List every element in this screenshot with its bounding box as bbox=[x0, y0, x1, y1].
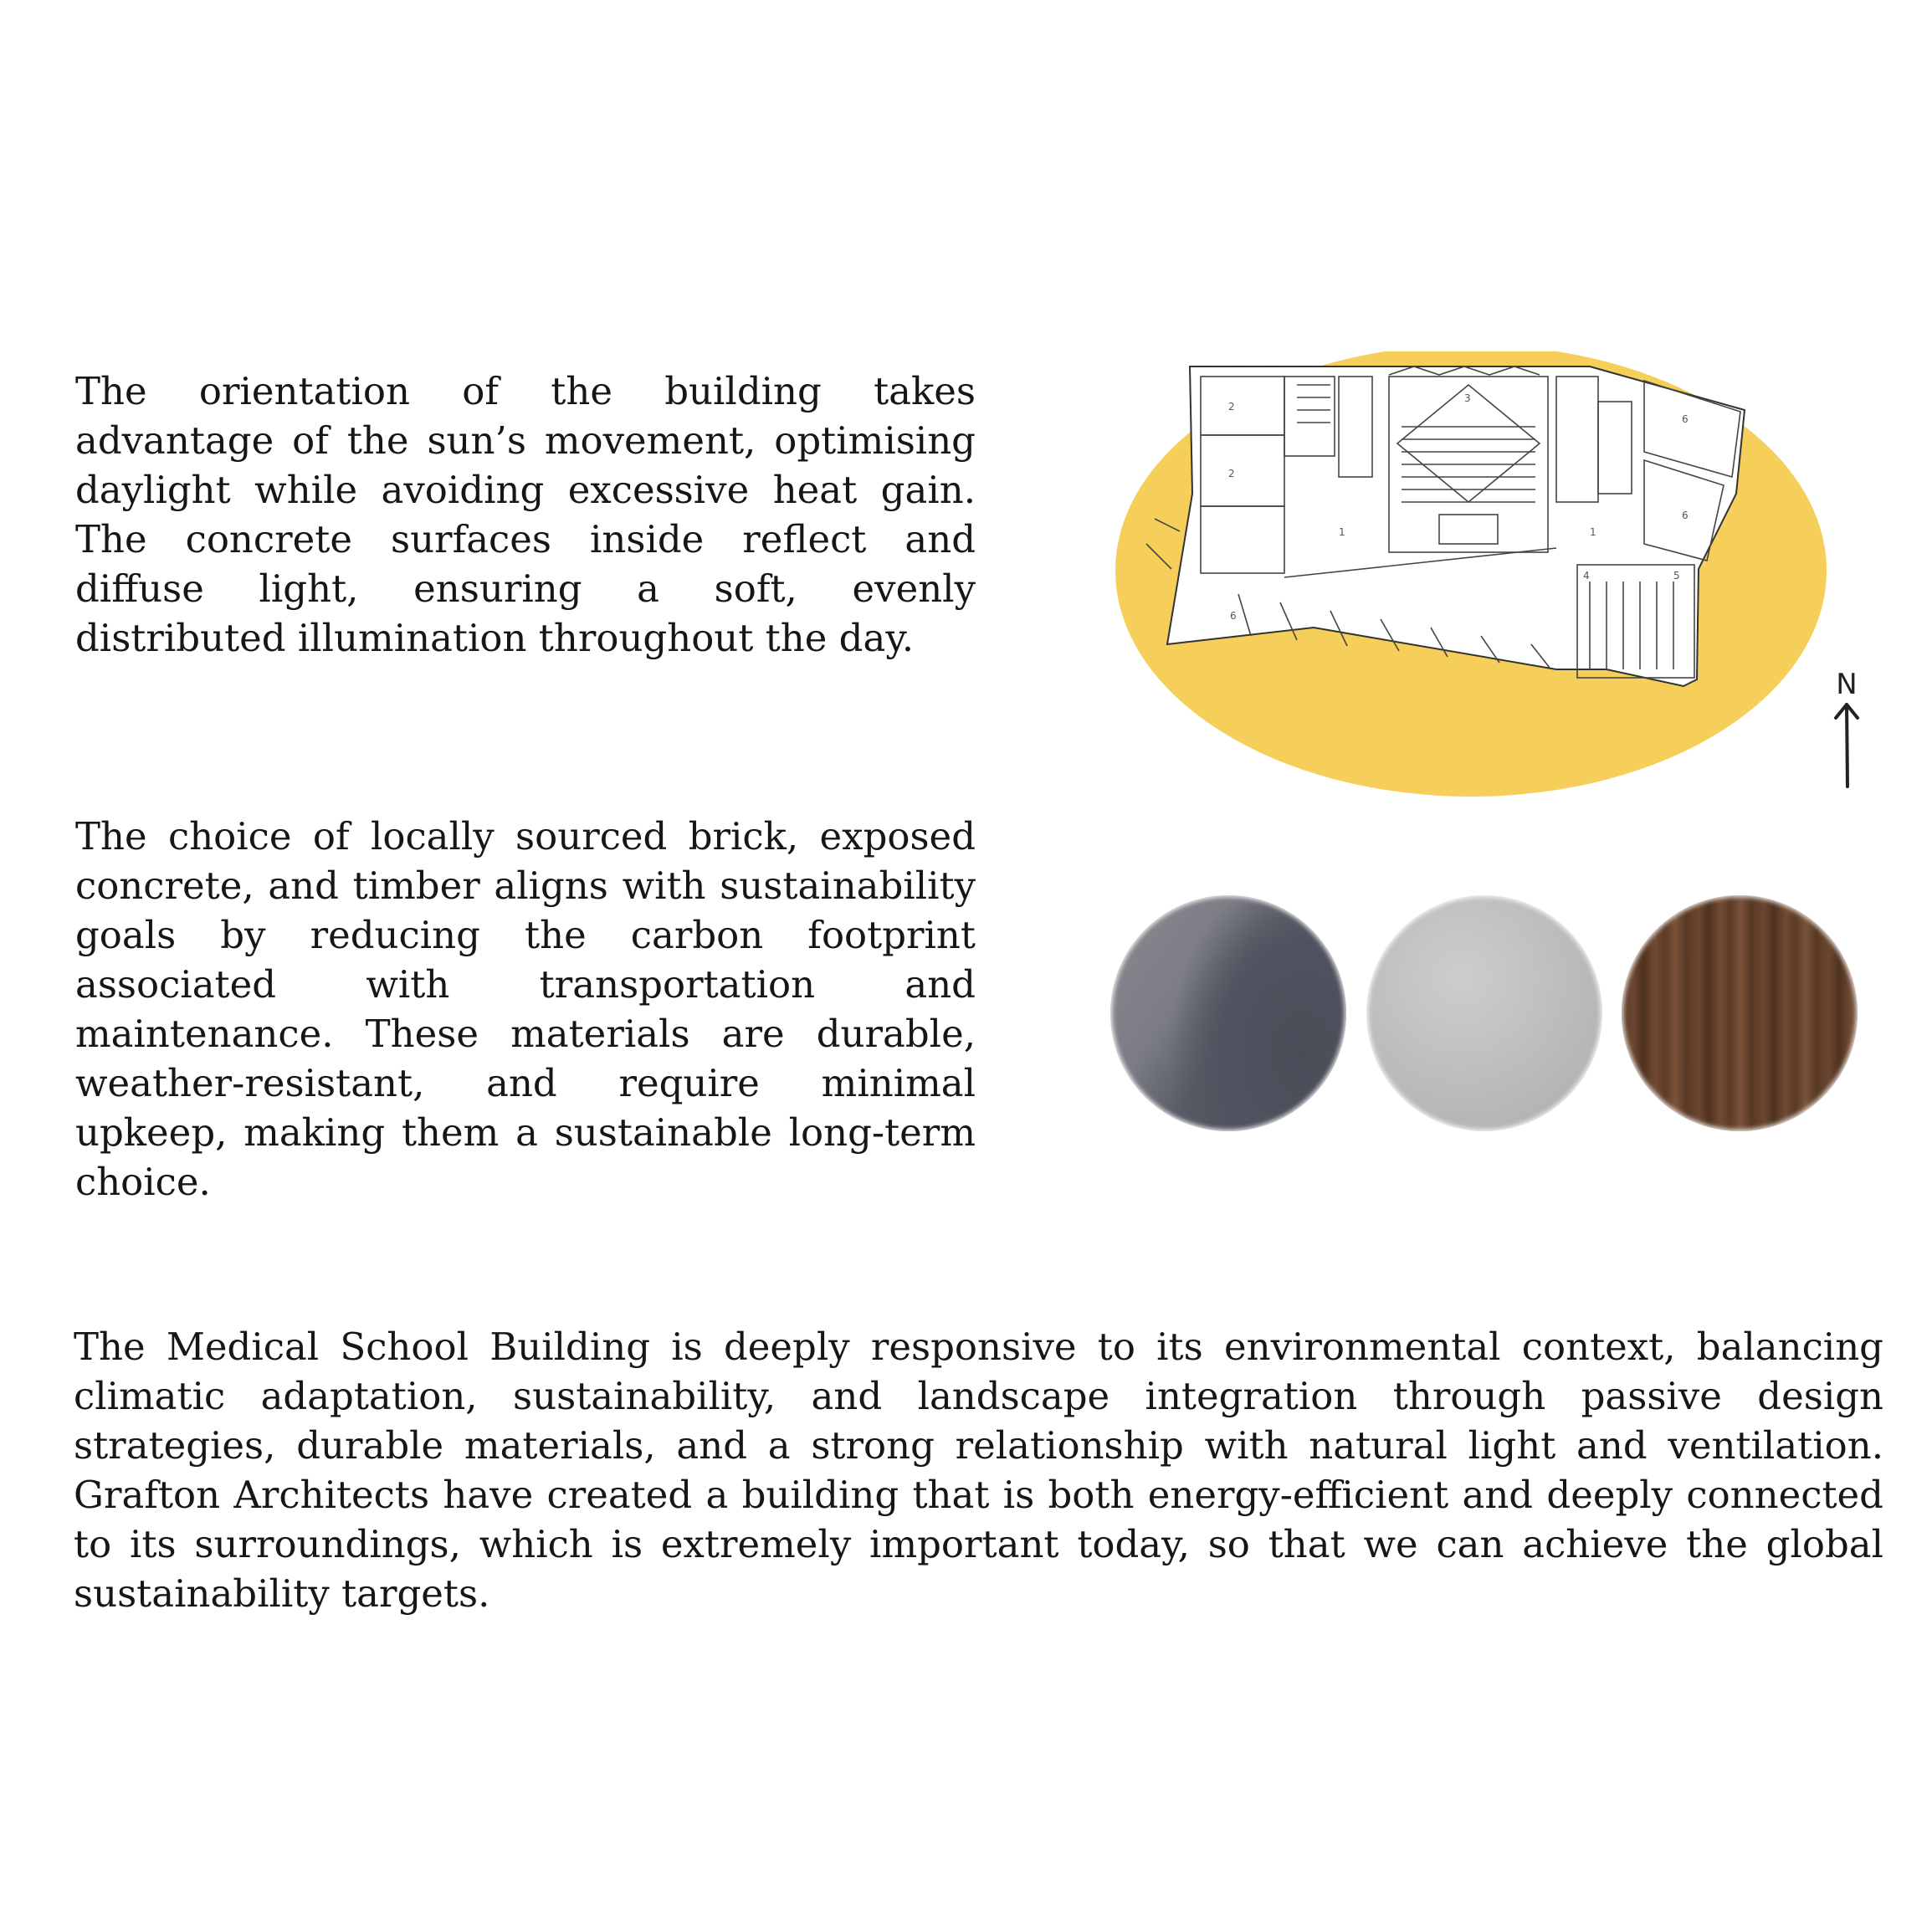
concrete-material-swatch bbox=[1366, 895, 1602, 1131]
north-arrow bbox=[1826, 669, 1868, 791]
floor-plan-diagram bbox=[1088, 351, 1874, 820]
svg-text:6: 6 bbox=[1230, 610, 1237, 622]
svg-text:6: 6 bbox=[1682, 413, 1689, 425]
materials-paragraph: The choice of locally sourced brick, exposed concrete, and timber aligns with sustainability goals by reducing the carbon footprint associated with transportation and maintenance. These materials are durable, weather-resistant, and require minimal upkeep, making them a sustainable long-term choice. bbox=[75, 814, 976, 1204]
brick-material-swatch bbox=[1110, 895, 1346, 1131]
north-label: N bbox=[1836, 668, 1858, 701]
svg-text:1: 1 bbox=[1339, 526, 1345, 538]
conclusion-paragraph: The Medical School Building is deeply responsive to its environmental context, balancing climatic adaptation, sustainability, and landscape integration through passive design strategies, durable materials, and a strong relationship with natural light and ventilation. Grafton Architects have created a building that is both energy-efficient and deeply connected to its surroundings, which is extremely important today, so that we can achieve the global sustainability targets. bbox=[74, 1325, 1883, 1616]
svg-text:6: 6 bbox=[1682, 510, 1689, 521]
svg-text:5: 5 bbox=[1673, 570, 1680, 582]
orientation-paragraph: The orientation of the building takes advantage of the sun’s movement, optimising daylight while avoiding excessive heat gain. The concrete surfaces inside reflect and diffuse light, ensuring a soft, evenly distributed illumination throughout the day. bbox=[75, 369, 976, 660]
svg-text:4: 4 bbox=[1583, 570, 1590, 582]
svg-text:3: 3 bbox=[1464, 392, 1471, 404]
svg-text:1: 1 bbox=[1590, 526, 1596, 538]
timber-material-swatch bbox=[1622, 895, 1858, 1131]
north-arrow-icon bbox=[1826, 700, 1868, 792]
svg-text:2: 2 bbox=[1228, 468, 1235, 479]
svg-text:2: 2 bbox=[1228, 401, 1235, 413]
